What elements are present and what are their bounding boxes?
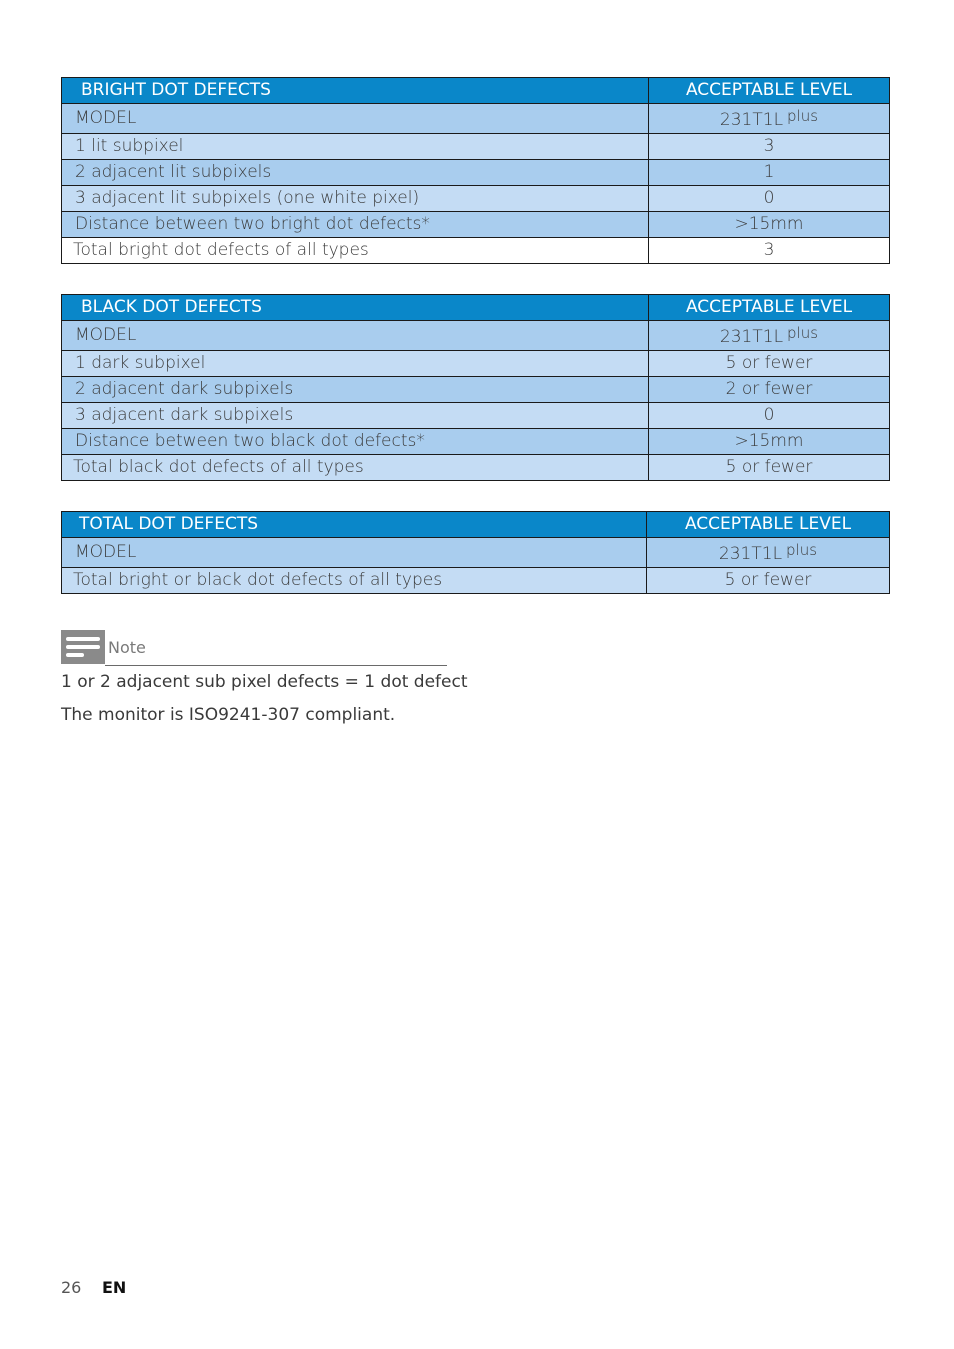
row-label: 1 lit subpixel	[62, 134, 649, 160]
row-value	[649, 321, 890, 351]
table-header-level: ACCEPTABLE LEVEL	[649, 295, 890, 321]
row-value: >15mm	[649, 212, 890, 238]
row-value: 3	[649, 134, 890, 160]
row-label: MODEL	[62, 321, 649, 351]
model-name: 231T1L	[719, 110, 784, 130]
table-row	[62, 429, 890, 455]
table-row	[62, 212, 890, 238]
table-row-model	[62, 104, 890, 134]
model-suffix: plus	[786, 541, 818, 559]
model-name: 231T1L	[719, 327, 784, 347]
row-label: 3 adjacent dark subpixels	[62, 403, 649, 429]
table-header-title: BLACK DOT DEFECTS	[62, 295, 649, 321]
table-header-title: BRIGHT DOT DEFECTS	[62, 78, 649, 104]
total-dot-defects-table	[61, 511, 890, 594]
model-name: 231T1L	[718, 544, 783, 564]
language-code: EN	[102, 1278, 127, 1297]
row-label: 2 adjacent lit subpixels	[62, 160, 649, 186]
row-label: Distance between two bright dot defects*	[62, 212, 649, 238]
model-suffix: plus	[787, 324, 819, 342]
note-text-line2: The monitor is ISO9241-307 compliant.	[61, 705, 396, 725]
table-row-model	[62, 538, 890, 568]
table-row	[62, 403, 890, 429]
row-label: 2 adjacent dark subpixels	[62, 377, 649, 403]
row-value: 1	[649, 160, 890, 186]
table-header-title: TOTAL DOT DEFECTS	[62, 512, 647, 538]
table-header-row	[62, 78, 890, 104]
table-row-total	[62, 455, 890, 481]
row-label: Total bright or black dot defects of all types	[62, 568, 647, 594]
row-value: 0	[649, 403, 890, 429]
table-row	[62, 377, 890, 403]
row-label: Total bright dot defects of all types	[62, 238, 649, 264]
row-value: 3	[649, 238, 890, 264]
page-number: 26	[61, 1278, 82, 1297]
table-row-model	[62, 321, 890, 351]
table-row-total	[62, 568, 890, 594]
row-label: MODEL	[62, 104, 649, 134]
black-dot-defects-table	[61, 294, 890, 481]
row-value: 5 or fewer	[647, 568, 890, 594]
row-value: >15mm	[649, 429, 890, 455]
row-label: 1 dark subpixel	[62, 351, 649, 377]
model-suffix: plus	[787, 107, 819, 125]
table-header-row	[62, 295, 890, 321]
row-label: Distance between two black dot defects*	[62, 429, 649, 455]
row-value: 5 or fewer	[649, 455, 890, 481]
table-row	[62, 351, 890, 377]
table-header-level: ACCEPTABLE LEVEL	[649, 78, 890, 104]
table-header-level: ACCEPTABLE LEVEL	[647, 512, 890, 538]
row-label: 3 adjacent lit subpixels (one white pixel)	[62, 186, 649, 212]
row-value	[649, 104, 890, 134]
row-label: MODEL	[62, 538, 647, 568]
table-header-row	[62, 512, 890, 538]
table-row	[62, 160, 890, 186]
row-value: 0	[649, 186, 890, 212]
table-row-total	[62, 238, 890, 264]
note-icon	[61, 630, 105, 664]
row-value	[647, 538, 890, 568]
note-divider	[105, 665, 447, 666]
note-text-line1: 1 or 2 adjacent sub pixel defects = 1 dot defect	[61, 672, 468, 692]
table-row	[62, 134, 890, 160]
row-value: 2 or fewer	[649, 377, 890, 403]
note-title: Note	[108, 638, 146, 657]
table-row	[62, 186, 890, 212]
bright-dot-defects-table	[61, 77, 890, 264]
row-value: 5 or fewer	[649, 351, 890, 377]
row-label: Total black dot defects of all types	[62, 455, 649, 481]
